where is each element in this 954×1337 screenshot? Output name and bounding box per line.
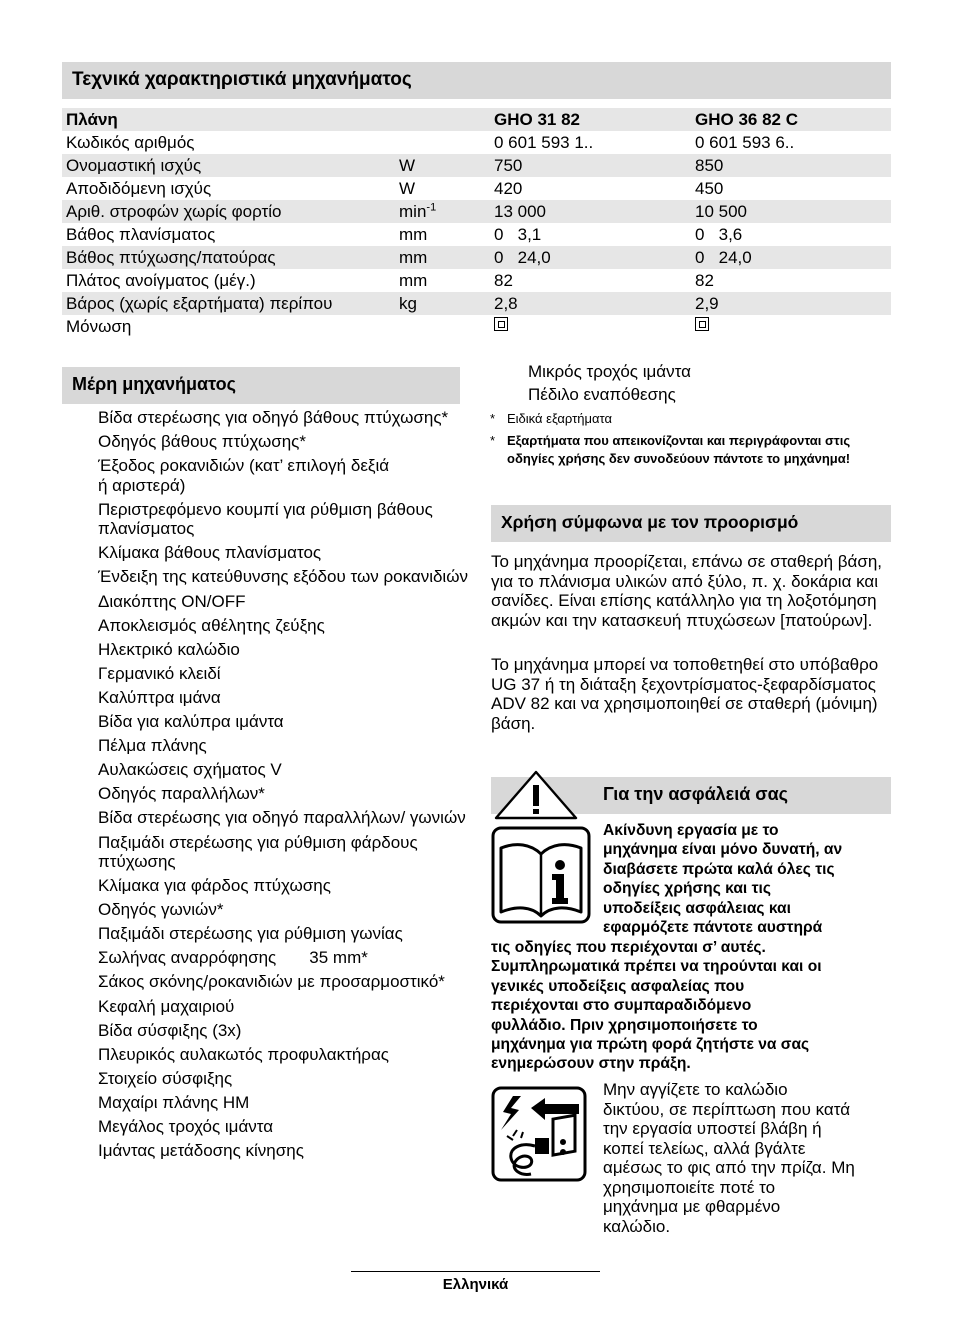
spec-header-row [62, 108, 891, 131]
list-item: Κεφαλή μαχαιριού [98, 996, 235, 1016]
note-text: Ειδικά εξαρτήματα [507, 411, 612, 426]
list-item: Περιστρεφόμενο κουμπί για ρύθμιση βάθους πλανίσματος [98, 499, 433, 539]
spec-value-1: 0 24,0 [494, 248, 551, 267]
spec-title: Τεχνικά χαρακτηριστικά μηχανήματος [72, 69, 412, 90]
safety-line: μηχάνημα για πρώτη φορά ζητήστε να σας [491, 1036, 810, 1054]
cable-line: Μην αγγίζετε το καλώδιο [603, 1080, 788, 1099]
safety-line: ενημερώσουν στην πράξη. [491, 1055, 691, 1073]
safety-line: διαβάσετε πρώτα καλά όλες τις [603, 860, 835, 878]
table-row [62, 177, 891, 200]
spec-label: Αριθ. στροφών χωρίς φορτίο [66, 202, 282, 221]
spec-unit: mm [399, 271, 428, 290]
list-item: Παξιμάδι στερέωσης για ρύθμιση γωνίας [98, 924, 403, 944]
spec-label: Βάρος (χωρίς εξαρτήματα) περίπου [66, 294, 333, 313]
spec-value-2: 450 [695, 179, 724, 198]
list-item: Ηλεκτρικό καλώδιο [98, 639, 240, 659]
spec-value-1: 750 [494, 156, 523, 175]
unplug-cable-icon [491, 1086, 587, 1182]
spec-unit-base: min [399, 202, 427, 221]
spec-unit: mm [399, 225, 428, 244]
list-item: Σάκος σκόνης/ροκανιδιών με προσαρμοστικό* [98, 972, 445, 992]
safety-intro-full [491, 938, 891, 1074]
list-item: Βίδα για καλύπρα ιμάντα [98, 712, 284, 732]
list-item: Διακόπτης ON/OFF [98, 591, 246, 611]
table-row [62, 246, 891, 269]
spec-value-1: 13 000 [494, 202, 546, 221]
list-item: Σωλήνας αναρρόφησης 35 mm* [98, 948, 368, 968]
spec-unit: W [399, 179, 416, 198]
cable-line: κοπεί τελείως, αλλά βγάλτε [603, 1138, 806, 1158]
cable-line: την εργασία υποστεί βλάβη ή [603, 1119, 822, 1138]
list-item: Στοιχείο σύσφιξης [98, 1068, 233, 1088]
list-item: Καλύπτρα ιμάνα [98, 687, 221, 707]
list-item: Κλίμακα για φάρδος πτύχωσης [98, 876, 331, 896]
safety-line: τις οδηγίες που περιέχονται σ’ αυτές. [491, 939, 766, 956]
cable-line: δικτύου, σε περίπτωση που κατά [603, 1099, 851, 1119]
spec-value-2: 0 3,6 [695, 225, 743, 244]
footer-rule [351, 1271, 600, 1272]
safety-line: οδηγίες χρήσης και τις [603, 880, 771, 898]
note-not-included [490, 432, 890, 466]
spec-value-1: 2,8 [494, 294, 518, 313]
spec-unit-exponent: -1 [426, 201, 437, 214]
spec-value-2: 0 24,0 [695, 248, 752, 267]
list-item: Πέλμα πλάνης [98, 736, 207, 756]
list-item: Οδηγός παραλλήλων* [98, 784, 265, 804]
safety-line: Συμπληρωματικά πρέπει να τηρούνται και οι [491, 958, 822, 976]
table-row [62, 269, 891, 292]
spec-label: Πλάτος ανοίγματος (μέγ.) [66, 271, 256, 290]
list-item: Βίδα στερέωσης για οδηγό βάθους πτύχωσης* [98, 408, 449, 427]
spec-value-2: 0 601 593 6.. [695, 133, 795, 152]
safety-line: περιέχονται στο συμπαραδιδόμενο [491, 997, 752, 1015]
spec-value-1: 420 [494, 179, 523, 198]
safety-line: υποδείξεις ασφάλειας και [603, 899, 791, 917]
cable-line: χρησιμοποιείτε ποτέ το [603, 1177, 776, 1197]
note-accessories [490, 410, 890, 428]
spec-unit: mm [399, 248, 428, 267]
table-row [62, 154, 891, 177]
list-item: Γερμανικό κλειδί [98, 663, 221, 683]
cable-line: μηχάνημα με φθαρμένο [603, 1197, 781, 1216]
safety-line: μηχάνημα είναι μόνο δυνατή, αν [603, 841, 843, 859]
safety-line: φυλλάδιο. Πριν χρησιμοποιήσετε το [491, 1016, 758, 1034]
parts-title: Μέρη μηχανήματος [72, 374, 237, 394]
list-item: Αποκλεισμός αθέλητης ζεύξης [98, 615, 325, 635]
list-item: Βίδα στερέωσης για οδηγό παραλλήλων/ γωνιών [98, 808, 466, 828]
list-item: Οδηγός βάθους πτύχωσης* [98, 432, 306, 452]
table-row [62, 292, 891, 315]
list-item: Βίδα σύσφιξης (3x) [98, 1020, 242, 1040]
list-item: Πέδιλο εναπόθεσης [528, 385, 676, 405]
table-row [62, 223, 891, 246]
list-item: Έξοδος ροκανιδιών (κατ’ επιλογή δεξιά ή αριστερά) [98, 456, 390, 495]
list-item: Ένδειξη της κατεύθυνσης εξόδου των ροκανιδιών [98, 567, 468, 587]
spec-label: Ονομαστική ισχύς [66, 156, 202, 175]
warning-triangle-icon [492, 770, 580, 820]
spec-value-2: 2,9 [695, 294, 719, 313]
safety-line: εφαρμόζετε πάντοτε αυστηρά [603, 919, 823, 937]
spec-label: Βάθος πτύχωσης/πατούρας [66, 248, 276, 267]
spec-value-2: 82 [695, 271, 714, 290]
spec-value-1: 0 3,1 [494, 225, 542, 244]
usage-paragraph-2: Το μηχάνημα μπορεί να τοποθετηθεί στο υπόβαθρο UG 37 ή τη διάταξη ξεχοντρίσματος-ξεφαρδίσματος ADV 82 και να χρησιμοποιηθεί σε σταθερή (μόνιμη) βάση. [491, 655, 879, 733]
spec-title-band [62, 62, 891, 99]
spec-value-2: 10 500 [695, 202, 747, 221]
spec-unit: kg [399, 294, 417, 313]
cable-warning [603, 1080, 893, 1236]
cable-line: αμέσως το φις από την πρίζα. Μη [603, 1158, 855, 1177]
list-item: Κλίμακα βάθους πλανίσματος [98, 543, 322, 563]
spec-header-model1: GHO 31 82 [494, 110, 580, 129]
spec-unit: W [399, 156, 416, 175]
parts-list [98, 408, 468, 1165]
safety-intro-short [603, 821, 893, 937]
table-row [62, 131, 891, 154]
list-item: Μικρός τροχός ιμάντα [528, 362, 691, 381]
list-item: Μεγάλος τροχός ιμάντα [98, 1117, 274, 1137]
usage-title: Χρήση σύμφωνα με τον προορισμό [501, 512, 799, 532]
safety-title: Για την ασφάλειά σας [603, 784, 789, 804]
cable-line: καλώδιο. [603, 1216, 671, 1236]
footer-language: Ελληνικά [442, 1276, 509, 1293]
spec-label: Κωδικός αριθμός [66, 133, 195, 152]
parts-title-band [62, 367, 460, 404]
spec-header-name: Πλάνη [66, 110, 118, 129]
spec-value-2: 850 [695, 156, 724, 175]
spec-unit [399, 200, 436, 223]
spec-value-1: 82 [494, 271, 513, 290]
note-asterisk: * [490, 411, 496, 426]
list-item: Ιμάντας μετάδοσης κίνησης [98, 1141, 304, 1161]
usage-paragraph-1: Το μηχάνημα προορίζεται, επάνω σε σταθερή βάση, για το πλάνισμα υλικών από ξύλο, π. χ. δοκάρια και σανίδες. Είναι επίσης κατάλληλο για τη λοξοτόμηση ακμών και την κατασκευή πτυχώσεων [πατούρων]. [491, 552, 883, 630]
table-row [62, 315, 891, 338]
spec-label: Μόνωση [66, 317, 132, 336]
list-item: Αυλακώσεις σχήματος V [98, 760, 282, 780]
list-item: Οδηγός γωνιών* [98, 900, 224, 920]
parts-list-continued [528, 362, 888, 405]
spec-header-model2: GHO 36 82 C [695, 110, 798, 129]
spec-label: Βάθος πλανίσματος [66, 225, 216, 244]
list-item: Πλευρικός αυλακωτός προφυλακτήρας [98, 1044, 389, 1064]
spec-label: Αποδιδόμενη ισχύς [66, 179, 212, 198]
spec-value-1: 0 601 593 1.. [494, 133, 594, 152]
list-item: Παξιμάδι στερέωσης για ρύθμιση φάρδους πτύχωσης [98, 832, 418, 871]
list-item: Μαχαίρι πλάνης HM [98, 1092, 250, 1112]
read-manual-icon [491, 826, 591, 924]
table-row [62, 200, 891, 223]
note-asterisk: * [490, 433, 496, 448]
note-text: Εξαρτήματα που απεικονίζονται και περιγράφονται στις οδηγίες χρήσης δεν συνοδεύουν πάντοτε το μηχάνημα! [507, 433, 851, 466]
safety-line: Ακίνδυνη εργασία με το [603, 822, 779, 839]
usage-title-band [491, 505, 891, 542]
safety-line: γενικές υποδείξεις ασφαλείας που [491, 977, 745, 995]
